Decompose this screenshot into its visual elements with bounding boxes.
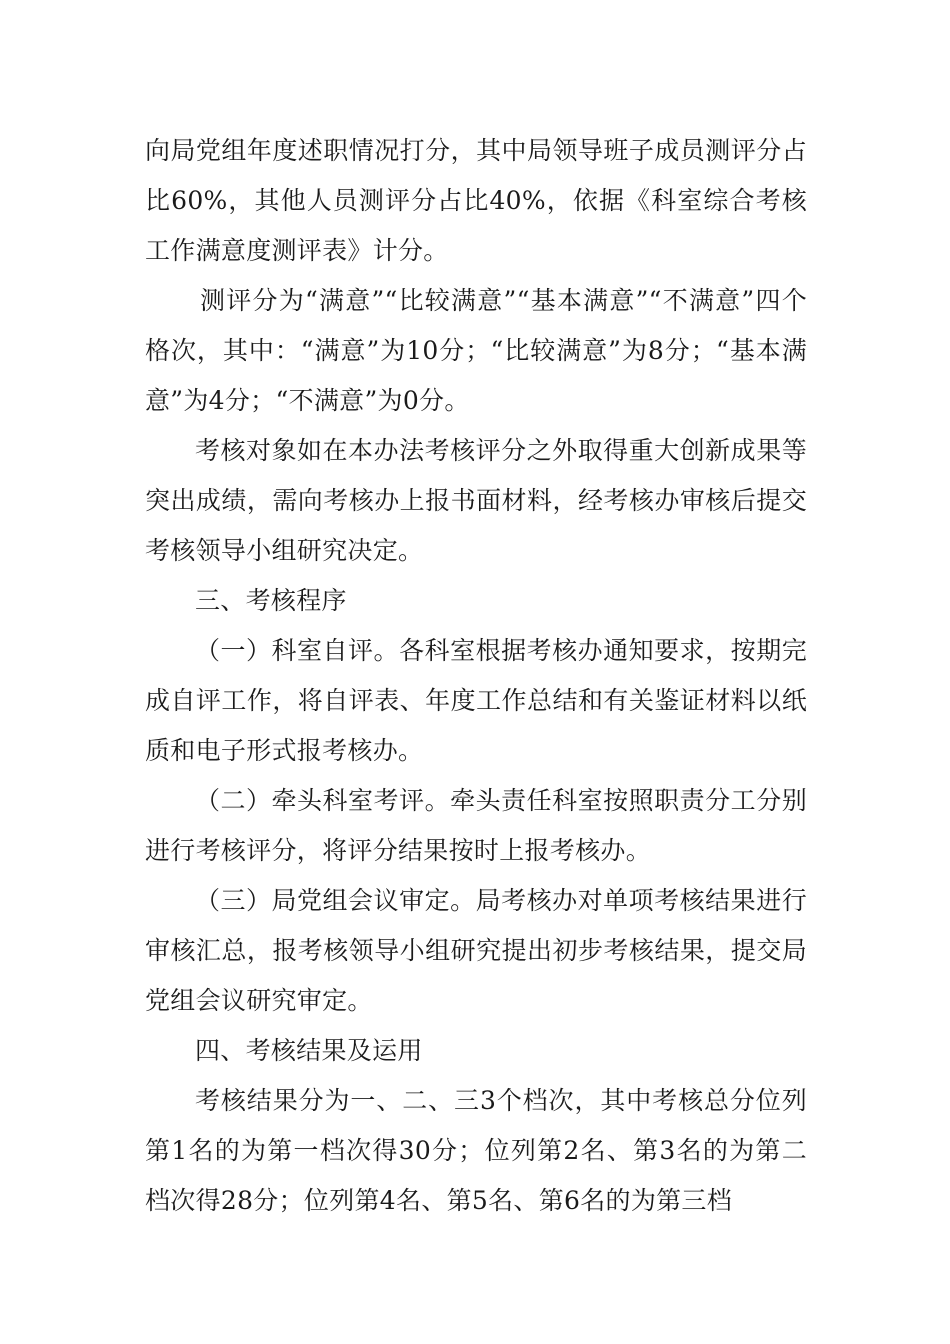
- paragraph-scoring-weights: 向局党组年度述职情况打分，其中局领导班子成员测评分占比60%，其他人员测评分占比40%，依据《科室综合考核工作满意度测评表》计分。: [145, 136, 807, 265]
- paragraph-result-tiers: 考核结果分为一、二、三3个档次，其中考核总分位列第1名的为第一档次得30分；位列第2名、第3名的为第二档次得28分；位列第4名、第5名、第6名的为第三档: [145, 1086, 807, 1215]
- paragraph-rating-levels: 测评分为“满意”“比较满意”“基本满意”“不满意”四个格次，其中：“满意”为10分；“比较满意”为8分；“基本满意”为4分；“不满意”为0分。: [145, 286, 807, 415]
- paragraph-innovation-bonus: 考核对象如在本办法考核评分之外取得重大创新成果等突出成绩，需向考核办上报书面材料，经考核办审核后提交考核领导小组研究决定。: [145, 436, 807, 565]
- paragraph-party-review: （三）局党组会议审定。局考核办对单项考核结果进行审核汇总，报考核领导小组研究提出初步考核结果，提交局党组会议研究审定。: [145, 886, 807, 1015]
- paragraph-lead-evaluation: （二）牵头科室考评。牵头责任科室按照职责分工分别进行考核评分，将评分结果按时上报考核办。: [145, 786, 807, 865]
- section-heading-results: 四、考核结果及运用: [195, 1036, 423, 1065]
- paragraph-self-evaluation: （一）科室自评。各科室根据考核办通知要求，按期完成自评工作，将自评表、年度工作总结和有关鉴证材料以纸质和电子形式报考核办。: [145, 636, 807, 765]
- document-body: [145, 126, 807, 1226]
- section-heading-procedure: 三、考核程序: [195, 586, 347, 615]
